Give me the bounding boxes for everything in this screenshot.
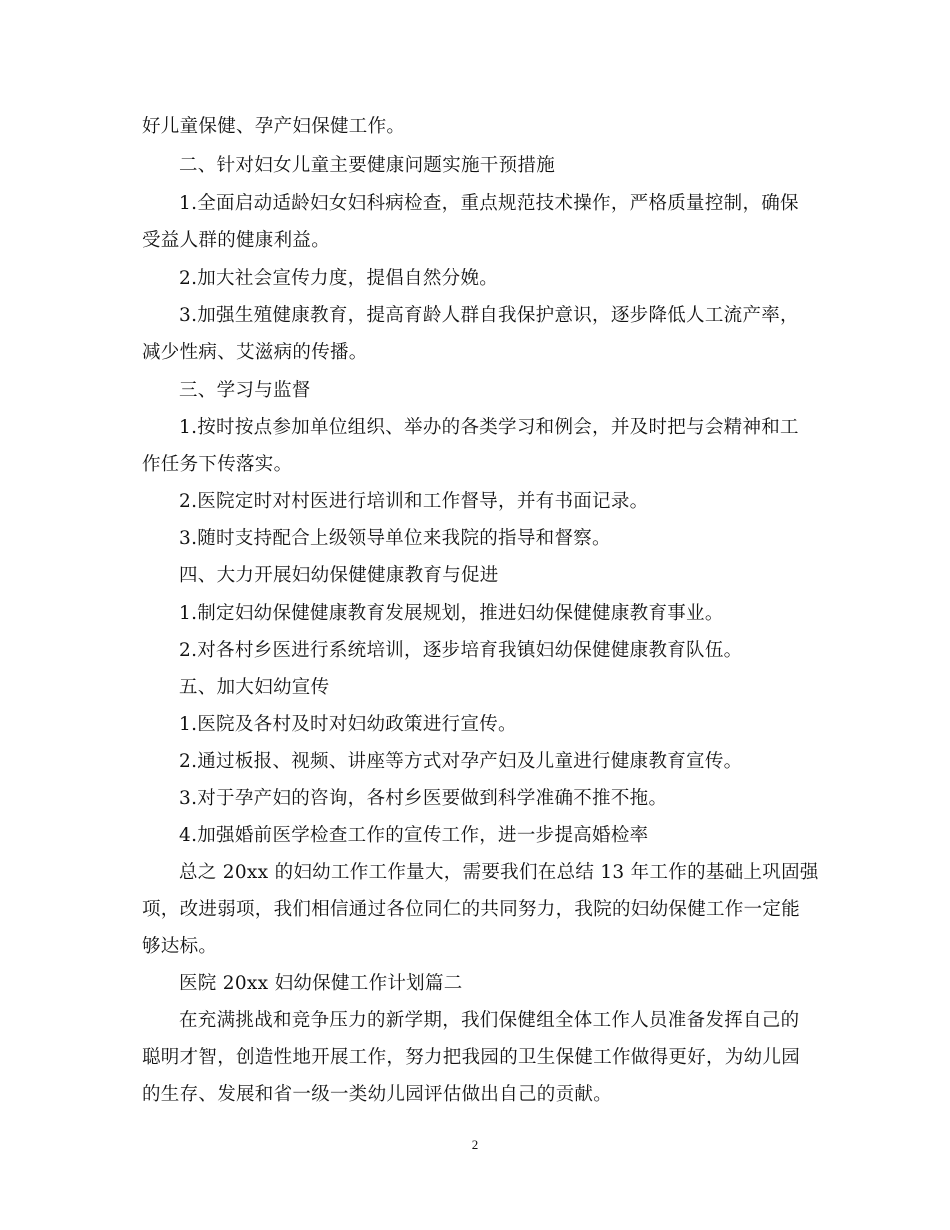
text-line: 够达标。 xyxy=(142,936,218,957)
section-heading: 二、针对妇女儿童主要健康问题实施干预措施 xyxy=(179,155,556,176)
section-heading: 三、学习与监督 xyxy=(179,380,311,401)
text-line: 的生存、发展和省一级一类幼儿园评估做出自己的贡献。 xyxy=(142,1084,613,1105)
list-item: 2.通过板报、视频、讲座等方式对孕产妇及儿童进行健康教育宣传。 xyxy=(179,751,743,772)
section-title: 医院 20xx 妇幼保健工作计划篇二 xyxy=(179,973,463,994)
section-heading: 四、大力开展妇幼保健健康教育与促进 xyxy=(179,565,499,586)
paragraph-line: 在充满挑战和竞争压力的新学期，我们保健组全体工作人员准备发挥自己的 xyxy=(179,1010,800,1031)
list-item: 1.按时按点参加单位组织、举办的各类学习和例会，并及时把与会精神和工 xyxy=(179,417,799,438)
list-item: 1.医院及各村及时对妇幼政策进行宣传。 xyxy=(179,714,517,735)
text-line: 受益人群的健康利益。 xyxy=(142,230,331,251)
list-item: 2.加大社会宣传力度，提倡自然分娩。 xyxy=(179,268,499,289)
list-item: 2.对各村乡医进行系统培训，逐步培育我镇妇幼保健健康教育队伍。 xyxy=(179,640,743,661)
text-line: 聪明才智，创造性地开展工作，努力把我园的卫生保健工作做得更好，为幼儿园 xyxy=(142,1047,801,1068)
list-item: 3.加强生殖健康教育，提高育龄人群自我保护意识，逐步降低人工流产率， xyxy=(179,305,799,326)
list-item: 3.对于孕产妇的咨询，各村乡医要做到科学准确不推不拖。 xyxy=(179,788,668,809)
paragraph-line: 总之 20xx 的妇幼工作工作量大，需要我们在总结 13 年工作的基础上巩固强 xyxy=(179,862,819,883)
list-item: 3.随时支持配合上级领导单位来我院的指导和督察。 xyxy=(179,528,611,549)
section-heading: 五、加大妇幼宣传 xyxy=(179,677,330,698)
text-line: 减少性病、艾滋病的传播。 xyxy=(142,342,368,363)
list-item: 1.制定妇幼保健健康教育发展规划，推进妇幼保健健康教育事业。 xyxy=(179,603,724,624)
text-line: 好儿童保健、孕产妇保健工作。 xyxy=(142,116,406,137)
page-number: 2 xyxy=(471,1137,479,1152)
list-item: 4.加强婚前医学检查工作的宣传工作，进一步提高婚检率 xyxy=(179,825,649,846)
text-line: 作任务下传落实。 xyxy=(142,454,293,475)
list-item: 1.全面启动适龄妇女妇科病检查，重点规范技术操作，严格质量控制，确保 xyxy=(179,193,799,214)
text-line: 项，改进弱项，我们相信通过各位同仁的共同努力，我院的妇幼保健工作一定能 xyxy=(142,899,801,920)
list-item: 2.医院定时对村医进行培训和工作督导，并有书面记录。 xyxy=(179,491,649,512)
